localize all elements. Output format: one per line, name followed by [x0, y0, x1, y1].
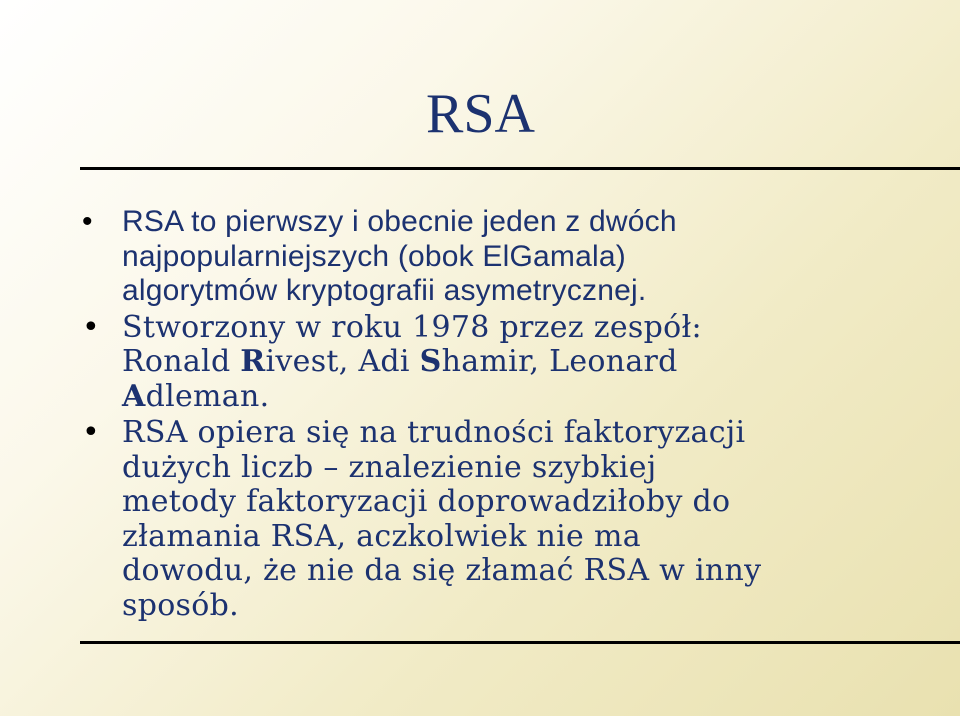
bullet-icon: •: [82, 205, 93, 238]
bullet-3-line-6: sposób.: [122, 587, 239, 623]
bullet-3-line-3: metody faktoryzacji doprowadziłoby do: [122, 484, 731, 519]
text-fragment: ivest, Adi: [265, 344, 420, 379]
bullet-icon: •: [82, 415, 100, 450]
bold-initial-a: A: [122, 378, 146, 414]
bullet-list: [82, 205, 872, 625]
text-fragment: Ronald: [122, 344, 241, 379]
bullet-1-line-3: algorytmów kryptografii asymetrycznej.: [122, 274, 647, 307]
bullet-item-1: [82, 205, 872, 309]
bullet-2-line-1: Stworzony w roku 1978 przez zespół:: [122, 309, 702, 345]
bullet-3-line-2: dużych liczb – znalezienie szybkiej: [122, 449, 657, 485]
slide-title: RSA: [426, 83, 535, 145]
bullet-item-2: [82, 311, 872, 415]
bold-initial-s: S: [419, 344, 442, 379]
bullet-3-line-4: złamania RSA, aczkolwiek nie ma: [122, 518, 641, 554]
bullet-3-line-1: RSA opiera się na trudności faktoryzacji: [122, 415, 746, 450]
footer-divider: [80, 641, 960, 644]
bullet-item-3: [82, 416, 872, 623]
bullet-2-line-2: [122, 345, 872, 380]
bullet-icon: •: [82, 309, 100, 345]
bold-initial-r: R: [240, 344, 266, 379]
bullet-1-line-2: najpopularniejszych (obok ElGamala): [122, 239, 626, 273]
text-fragment: dleman.: [145, 378, 270, 414]
text-fragment: hamir, Leonard: [441, 344, 678, 379]
bullet-2-line-3: [122, 380, 872, 415]
title-divider: [80, 167, 960, 170]
bullet-1-line-1: RSA to pierwszy i obecnie jeden z dwóch: [122, 205, 677, 238]
bullet-3-line-5: dowodu, że nie da się złamać RSA w inny: [122, 553, 762, 588]
